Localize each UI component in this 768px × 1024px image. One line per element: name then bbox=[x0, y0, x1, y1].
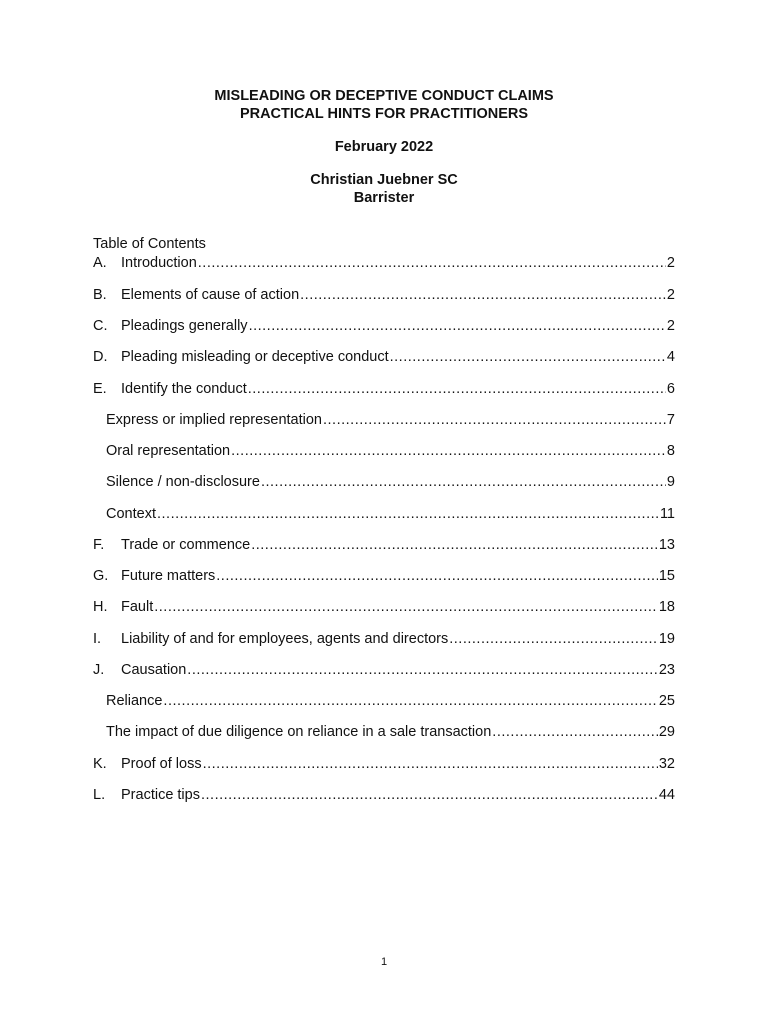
toc-entry[interactable] bbox=[93, 348, 675, 366]
toc-entry-page-number: 29 bbox=[658, 724, 675, 740]
toc-leader-dots bbox=[231, 442, 666, 460]
toc-entry-page-number: 25 bbox=[658, 693, 675, 709]
toc-leader-dots bbox=[492, 723, 658, 741]
toc-leader-dots bbox=[248, 380, 666, 398]
toc-leader-dots bbox=[300, 286, 666, 304]
toc-entry[interactable] bbox=[93, 786, 675, 804]
toc-leader-dots bbox=[261, 473, 666, 491]
toc-leader-dots bbox=[157, 505, 659, 523]
toc-leader-dots bbox=[251, 536, 658, 554]
toc-entry[interactable] bbox=[106, 692, 675, 710]
toc-entry-title: Pleadings generally bbox=[121, 318, 248, 334]
toc-entry-page-number: 2 bbox=[666, 318, 675, 334]
toc-entry[interactable] bbox=[93, 380, 675, 398]
toc-entry-title: Identify the conduct bbox=[121, 381, 247, 397]
toc-entry[interactable] bbox=[93, 317, 675, 335]
toc-leader-dots bbox=[449, 630, 658, 648]
toc-entry[interactable] bbox=[106, 505, 675, 523]
document-author: Christian Juebner SC bbox=[310, 172, 458, 188]
toc-entry-letter: B. bbox=[93, 287, 107, 303]
toc-leader-dots bbox=[201, 786, 658, 804]
toc-entry-title: Future matters bbox=[121, 568, 216, 584]
toc-entry-letter: E. bbox=[93, 381, 107, 397]
toc-entry-letter: F. bbox=[93, 537, 105, 553]
toc-entry-page-number: 44 bbox=[658, 787, 675, 803]
toc-entry-title: The impact of due diligence on reliance in a sale transaction bbox=[106, 724, 492, 740]
document-title-line1: MISLEADING OR DECEPTIVE CONDUCT CLAIMS bbox=[214, 88, 554, 104]
toc-leader-dots bbox=[154, 598, 658, 616]
toc-entry-title: Proof of loss bbox=[121, 756, 202, 772]
toc-entry-title: Fault bbox=[121, 599, 154, 615]
toc-leader-dots bbox=[163, 692, 657, 710]
toc-entry[interactable] bbox=[93, 254, 675, 272]
toc-entry-title: Trade or commence bbox=[121, 537, 251, 553]
toc-entry-title: Context bbox=[106, 506, 156, 522]
toc-entry-page-number: 2 bbox=[666, 255, 675, 271]
document-date: February 2022 bbox=[334, 139, 434, 155]
toc-entry-title: Reliance bbox=[106, 693, 163, 709]
toc-entry-page-number: 7 bbox=[666, 412, 675, 428]
toc-leader-dots bbox=[187, 661, 658, 679]
toc-entry-letter: C. bbox=[93, 318, 108, 334]
toc-entry-page-number: 18 bbox=[658, 599, 675, 615]
toc-entry[interactable] bbox=[93, 536, 675, 554]
author-role: Barrister bbox=[353, 190, 415, 206]
toc-entry-title: Express or implied representation bbox=[106, 412, 322, 428]
toc-entry[interactable] bbox=[93, 286, 675, 304]
toc-entry-title: Silence / non-disclosure bbox=[106, 474, 260, 490]
document-title-line2: PRACTICAL HINTS FOR PRACTITIONERS bbox=[239, 106, 529, 122]
toc-entry-page-number: 23 bbox=[658, 662, 675, 678]
toc-entry-letter: G. bbox=[93, 568, 109, 584]
toc-entry[interactable] bbox=[93, 630, 675, 648]
toc-entry-page-number: 2 bbox=[666, 287, 675, 303]
toc-entry-page-number: 6 bbox=[666, 381, 675, 397]
toc-entry[interactable] bbox=[93, 755, 675, 773]
toc-entry-title: Introduction bbox=[121, 255, 197, 271]
toc-leader-dots bbox=[216, 567, 658, 585]
toc-entry-page-number: 32 bbox=[658, 756, 675, 772]
toc-entry-title: Causation bbox=[121, 662, 187, 678]
toc-entry-letter: J. bbox=[93, 662, 105, 678]
toc-leader-dots bbox=[323, 411, 666, 429]
toc-leader-dots bbox=[390, 348, 666, 366]
toc-entry[interactable] bbox=[106, 723, 675, 741]
toc-entry-page-number: 9 bbox=[666, 474, 675, 490]
toc-entry[interactable] bbox=[93, 661, 675, 679]
toc-entry[interactable] bbox=[106, 411, 675, 429]
toc-entry-title: Oral representation bbox=[106, 443, 231, 459]
toc-entry[interactable] bbox=[93, 598, 675, 616]
toc-entry[interactable] bbox=[106, 442, 675, 460]
toc-entry-page-number: 15 bbox=[658, 568, 675, 584]
page-number: 1 bbox=[380, 956, 388, 968]
toc-leader-dots bbox=[249, 317, 666, 335]
toc-entry-title: Liability of and for employees, agents and directors bbox=[121, 631, 449, 647]
toc-entry[interactable] bbox=[93, 567, 675, 585]
toc-entry-page-number: 11 bbox=[659, 506, 675, 522]
toc-entry-letter: I. bbox=[93, 631, 102, 647]
toc-entry-letter: L. bbox=[93, 787, 106, 803]
toc-entry-page-number: 4 bbox=[666, 349, 675, 365]
toc-entry-letter: K. bbox=[93, 756, 107, 772]
toc-entry-page-number: 19 bbox=[658, 631, 675, 647]
toc-heading: Table of Contents bbox=[93, 236, 206, 252]
toc-entry-title: Elements of cause of action bbox=[121, 287, 300, 303]
toc-entry-title: Practice tips bbox=[121, 787, 200, 803]
toc-entry-page-number: 8 bbox=[666, 443, 675, 459]
toc-entry-title: Pleading misleading or deceptive conduct bbox=[121, 349, 389, 365]
toc-entry-letter: D. bbox=[93, 349, 108, 365]
toc-leader-dots bbox=[198, 254, 666, 272]
toc-entry-letter: A. bbox=[93, 255, 107, 271]
toc-entry-letter: H. bbox=[93, 599, 108, 615]
toc-entry[interactable] bbox=[106, 473, 675, 491]
toc-leader-dots bbox=[203, 755, 658, 773]
toc-entry-page-number: 13 bbox=[658, 537, 675, 553]
